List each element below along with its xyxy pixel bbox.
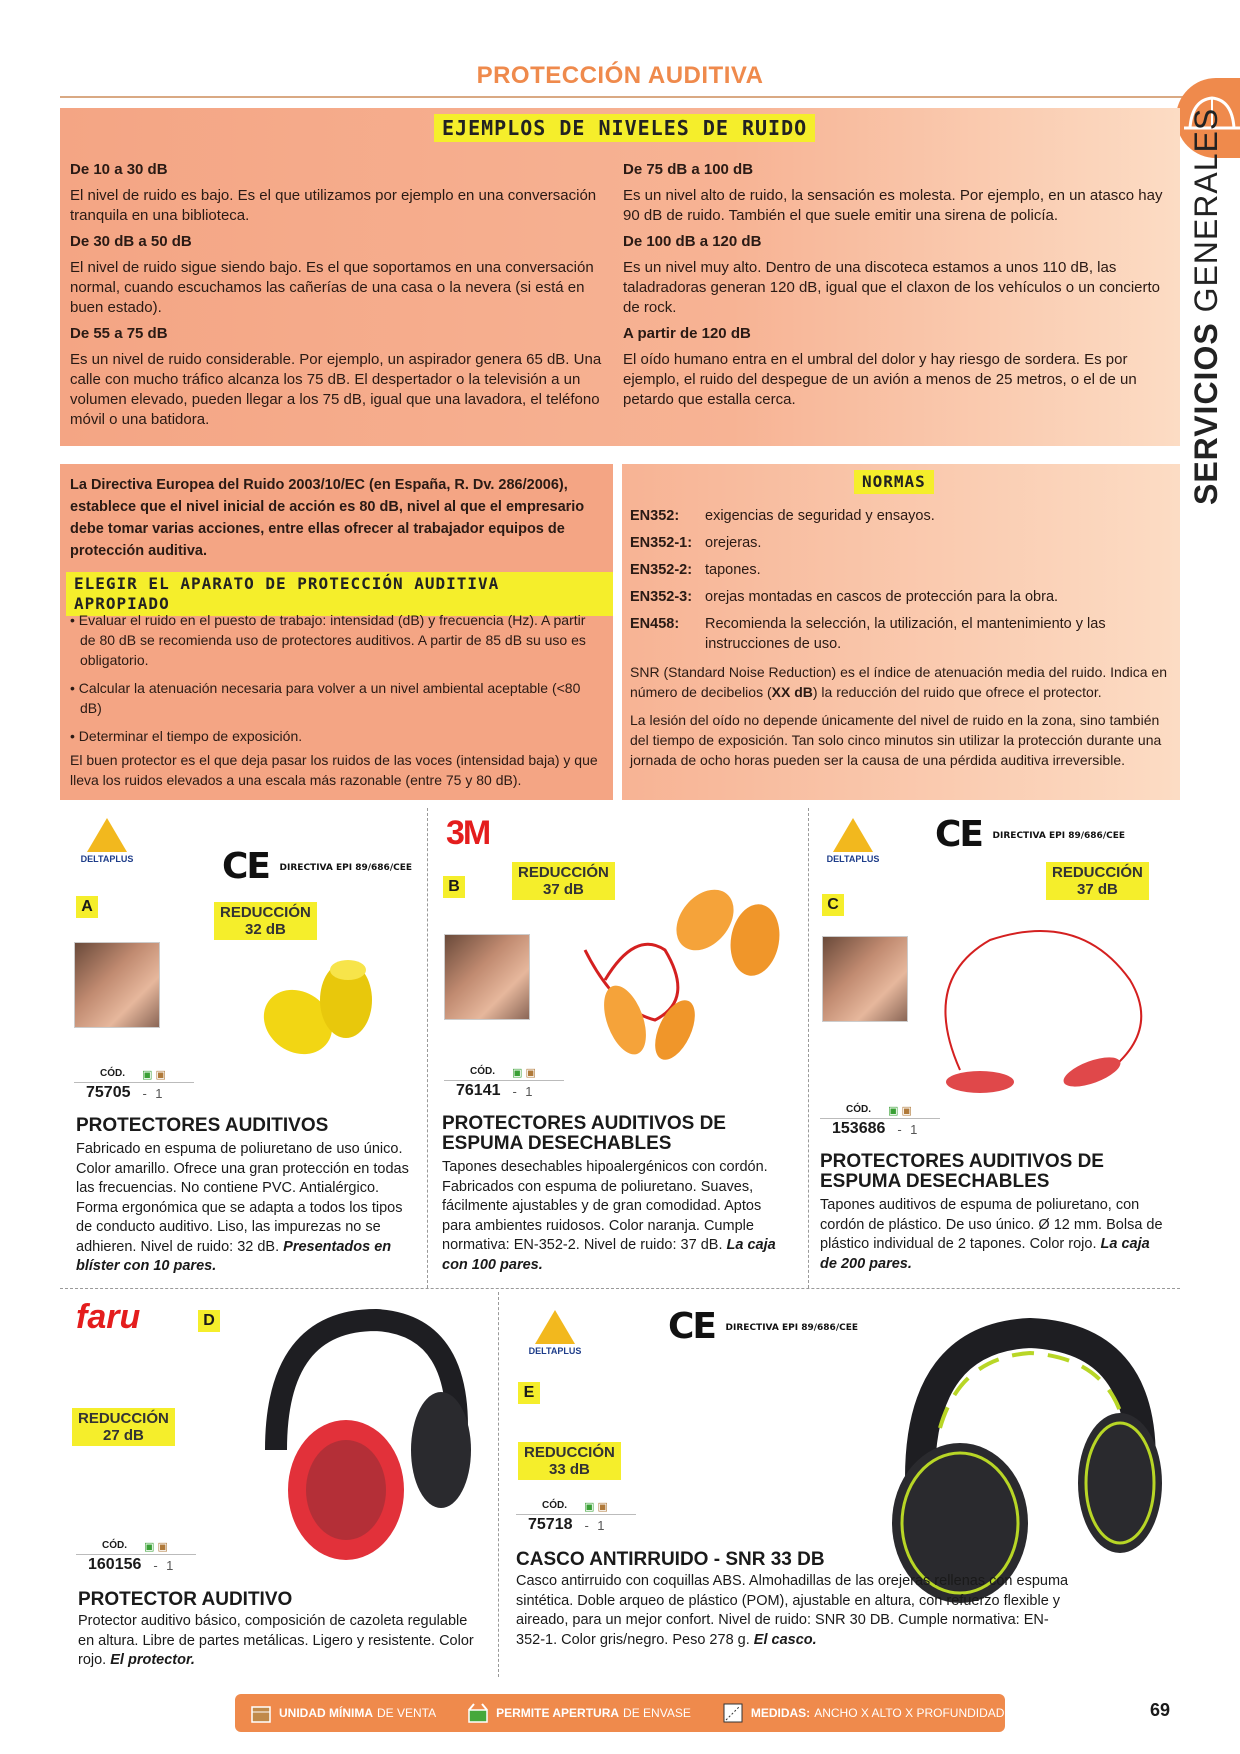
ce-mark: CE DIRECTIVA EPI 89/686/CEE bbox=[935, 814, 1126, 855]
norma-row bbox=[630, 533, 1170, 553]
code-head bbox=[444, 1066, 564, 1080]
anti-noise-helmet-image bbox=[880, 1308, 1170, 1608]
norma-desc: tapones. bbox=[705, 562, 761, 578]
product-code: 76141 bbox=[456, 1082, 501, 1099]
reduction-label: REDUCCIÓN bbox=[78, 1410, 169, 1427]
norma-code: EN352: bbox=[630, 508, 680, 524]
box-icon: ▣ bbox=[525, 1067, 536, 1079]
reduction-label: REDUCCIÓN bbox=[220, 904, 311, 921]
noise-examples-panel bbox=[60, 108, 1180, 446]
legend-item bbox=[466, 1701, 691, 1725]
directive-panel bbox=[60, 464, 613, 800]
product-code-block bbox=[444, 1066, 564, 1101]
product-description bbox=[76, 1140, 416, 1277]
product-code-block bbox=[516, 1500, 636, 1535]
snr-text-bold: XX dB bbox=[771, 684, 813, 700]
minimum-unit: 1 bbox=[597, 1517, 605, 1533]
description-text: Fabricado en espuma de poliuretano de uso único. Color amarillo. Ofrece una gran protección en todas las frecuencias. No contiene PVC. Antialérgico. Forma ergonómica que se adapta a todos los tipos de conducto auditivo. Liso, las impurezas no se adhieren. Nivel de ruido: 32 dB. bbox=[76, 1141, 409, 1255]
open-box-icon: ▣ bbox=[584, 1501, 595, 1513]
description-packaging: La caja con 100 pares. bbox=[442, 1237, 776, 1273]
product-letter-badge: A bbox=[76, 896, 98, 918]
column-divider bbox=[808, 808, 809, 1288]
deltaplus-text: DELTAPLUS bbox=[80, 854, 134, 864]
product-code-block bbox=[820, 1104, 940, 1139]
norma-code: EN352-2: bbox=[630, 562, 693, 578]
product-title: PROTECTOR AUDITIVO bbox=[78, 1589, 293, 1610]
norma-row bbox=[630, 587, 1170, 607]
norma-desc: orejeras. bbox=[705, 535, 762, 551]
reduction-badge bbox=[1046, 862, 1149, 900]
noise-text: Es un nivel muy alto. Dentro de una discoteca estamos a unos 110 dB, las taladradoras generan 120 dB, igual que el claxon de los vehículos o un concierto de rock. bbox=[623, 259, 1161, 316]
page-number: 69 bbox=[1150, 1700, 1171, 1720]
product-title: CASCO ANTIRRUIDO - SNR 33 DB bbox=[516, 1549, 825, 1570]
reduction-value: 32 dB bbox=[244, 921, 286, 938]
norma-desc: Recomienda la selección, la utilización, el mantenimiento y las instrucciones de uso. bbox=[705, 616, 1106, 652]
column-divider bbox=[427, 808, 428, 1288]
product-code: 153686 bbox=[832, 1120, 886, 1137]
legend-strong: PERMITE APERTURA bbox=[496, 1706, 620, 1720]
normas-list bbox=[630, 506, 1170, 661]
orange-corded-earplugs-image bbox=[545, 870, 795, 1070]
box-icon: ▣ bbox=[157, 1541, 168, 1553]
product-description bbox=[820, 1196, 1165, 1274]
code-label: CÓD. bbox=[100, 1068, 125, 1079]
norma-code: EN352-1: bbox=[630, 535, 693, 551]
legend-light: DE ENVASE bbox=[623, 1706, 691, 1720]
3m-logo: 3M bbox=[446, 814, 490, 852]
code-icons bbox=[512, 1066, 536, 1079]
norma-row bbox=[630, 560, 1170, 580]
red-corded-earplugs-image bbox=[920, 920, 1170, 1100]
ce-mark: CE DIRECTIVA EPI 89/686/CEE bbox=[222, 846, 413, 887]
deltaplus-logo bbox=[818, 818, 888, 864]
product-letter-badge: E bbox=[518, 1382, 540, 1404]
code-icons bbox=[584, 1500, 608, 1513]
code-row bbox=[74, 1082, 194, 1103]
reduction-badge bbox=[214, 902, 317, 940]
box-icon: ▣ bbox=[155, 1069, 166, 1081]
side-label-strong: SERVICIOS bbox=[1188, 322, 1224, 505]
noise-heading: De 100 dB a 120 dB bbox=[623, 233, 762, 250]
code-icons bbox=[888, 1104, 912, 1117]
reduction-badge bbox=[72, 1408, 175, 1446]
minimum-unit: 1 bbox=[910, 1121, 918, 1137]
code-label: CÓD. bbox=[102, 1540, 127, 1551]
deltaplus-triangle-icon bbox=[87, 818, 127, 852]
ce-mark: CE DIRECTIVA EPI 89/686/CEE bbox=[668, 1306, 859, 1347]
noise-column-left bbox=[70, 160, 615, 436]
product-code-block bbox=[76, 1540, 196, 1575]
side-label-light: GENERALES bbox=[1188, 107, 1224, 323]
snr-text bbox=[630, 662, 1175, 702]
legend-light: DE VENTA bbox=[377, 1706, 437, 1720]
deltaplus-triangle-icon bbox=[535, 1310, 575, 1344]
norma-code: EN352-3: bbox=[630, 589, 693, 605]
box-icon bbox=[249, 1701, 273, 1725]
product-letter-badge: D bbox=[198, 1310, 220, 1332]
deltaplus-logo bbox=[72, 818, 142, 864]
deltaplus-triangle-icon bbox=[833, 818, 873, 852]
ear-photo bbox=[444, 934, 530, 1020]
box-icon: ▣ bbox=[901, 1105, 912, 1117]
list-item: • Determinar el tiempo de exposición. bbox=[70, 728, 303, 744]
legend-strong: UNIDAD MÍNIMA bbox=[279, 1706, 373, 1720]
norma-code: EN458: bbox=[630, 616, 680, 632]
reduction-label: REDUCCIÓN bbox=[518, 864, 609, 881]
code-row bbox=[820, 1118, 940, 1139]
section-side-label bbox=[1188, 108, 1225, 505]
page-title: PROTECCIÓN AUDITIVA bbox=[476, 62, 764, 89]
code-row bbox=[76, 1554, 196, 1575]
code-dash: - bbox=[142, 1085, 147, 1101]
lesion-text: La lesión del oído no depende únicamente del nivel de ruido en la zona, sino también del tiempo de exposición. Tan solo cinco minutos sin utilizar la protección durante una jornada de ocho horas pueden ser la causa de una pérdida auditiva irreversible. bbox=[630, 712, 1162, 768]
product-title: PROTECTORES AUDITIVOS DE ESPUMA DESECHABLES bbox=[442, 1113, 726, 1154]
directive-intro: La Directiva Europea del Ruido 2003/10/EC (en España, R. Dv. 286/2006), establece que el nivel inicial de acción es 80 dB, nivel al que el empresario debe tomar varias acciones, entre ellas ofrecer al trabajador equipos de protección auditiva. bbox=[70, 477, 585, 559]
description-text: Protector auditivo básico, composición de cazoleta regulable en altura. Libre de partes metálicas. Ligero y resistente. Color rojo. bbox=[78, 1613, 474, 1668]
ce-directive-text: DIRECTIVA EPI 89/686/CEE bbox=[279, 863, 413, 873]
choose-device-list bbox=[70, 610, 600, 754]
code-icons bbox=[144, 1540, 168, 1553]
noise-heading: A partir de 120 dB bbox=[623, 325, 751, 342]
description-packaging: Presentados en blíster con 10 pares. bbox=[76, 1238, 392, 1274]
reduction-value: 33 dB bbox=[548, 1461, 590, 1478]
code-row bbox=[444, 1080, 564, 1101]
reduction-label: REDUCCIÓN bbox=[1052, 864, 1143, 881]
code-label: CÓD. bbox=[542, 1500, 567, 1511]
snr-text-part: SNR (Standard Noise Reduction) es el índice de atenuación media del ruido. Indica en número de decibelios ( bbox=[630, 664, 1167, 700]
product-description bbox=[78, 1612, 478, 1671]
noise-column-right bbox=[623, 160, 1168, 416]
product-code: 75718 bbox=[528, 1516, 573, 1533]
product-letter-badge: C bbox=[822, 894, 844, 916]
product-code: 160156 bbox=[88, 1556, 142, 1573]
header-rule bbox=[60, 96, 1185, 98]
legend-strong: MEDIDAS: bbox=[750, 1706, 811, 1720]
product-description bbox=[442, 1158, 792, 1275]
noise-text: El nivel de ruido sigue siendo bajo. Es el que soportamos en una conversación normal, cuando escuchamos las cañerías de una casa o la nevera (si está en buen estado). bbox=[70, 259, 594, 316]
column-divider bbox=[498, 1292, 499, 1677]
ce-directive-text: DIRECTIVA EPI 89/686/CEE bbox=[992, 831, 1126, 841]
faru-logo: faru bbox=[76, 1298, 141, 1336]
noise-text: Es un nivel alto de ruido, la sensación es molesta. Por ejemplo, en un atasco hay 90 dB de ruido. También el que suele emitir una sirena de policía. bbox=[623, 187, 1163, 224]
directive-closing: El buen protector es el que deja pasar los ruidos de las voces (intensidad baja) y que lleva los ruidos elevados a una escala más razonable (entre 75 y 80 dB). bbox=[70, 752, 598, 788]
dimensions-icon bbox=[721, 1701, 745, 1725]
norma-desc: exigencias de seguridad y ensayos. bbox=[705, 508, 935, 524]
normas-panel bbox=[622, 464, 1180, 800]
code-dash: - bbox=[897, 1121, 902, 1137]
minimum-unit: 1 bbox=[525, 1083, 533, 1099]
deltaplus-logo bbox=[520, 1310, 590, 1356]
reduction-value: 27 dB bbox=[102, 1427, 144, 1444]
code-row bbox=[516, 1514, 636, 1535]
reduction-value: 37 dB bbox=[542, 881, 584, 898]
open-box-icon: ▣ bbox=[142, 1069, 153, 1081]
code-dash: - bbox=[584, 1517, 589, 1533]
norma-row bbox=[630, 614, 1170, 654]
minimum-unit: 1 bbox=[166, 1557, 174, 1573]
choose-device-title: ELEGIR EL APARATO DE PROTECCIÓN AUDITIVA APROPIADO bbox=[66, 572, 613, 616]
snr-text-part: ) la reducción del ruido que ofrece el protector. bbox=[812, 684, 1102, 700]
description-text: Tapones desechables hipoalergénicos con cordón. Fabricados con espuma de poliuretano. Suaves, fácilmente ajustables y de gran comodidad. Aptos para ambientes ruidosos. Color naranja. Cumple normativa: EN-352-2. Nivel de ruido: 37 dB. bbox=[442, 1159, 768, 1253]
legend-item bbox=[249, 1701, 436, 1725]
code-head bbox=[76, 1540, 196, 1554]
product-title: PROTECTORES AUDITIVOS bbox=[76, 1115, 329, 1136]
description-packaging: La caja de 200 pares. bbox=[820, 1236, 1150, 1272]
code-dash: - bbox=[512, 1083, 517, 1099]
norma-row bbox=[630, 506, 1170, 526]
product-letter-badge: B bbox=[443, 876, 465, 898]
deltaplus-text: DELTAPLUS bbox=[528, 1346, 582, 1356]
noise-heading: De 30 dB a 50 dB bbox=[70, 233, 192, 250]
description-packaging: El casco. bbox=[753, 1631, 817, 1648]
noise-heading: De 10 a 30 dB bbox=[70, 161, 168, 178]
description-text: Casco antirruido con coquillas ABS. Almohadillas de las orejeras rellenas con espuma sintética. Doble arqueo de plástico (POM), ajustable en altura, con refuerzo flexible y aireado, para un mejor confort. Nivel de ruido: SNR 30 DB. Cumple normativa: EN-352-1. Color gris/negro. Peso 278 g. bbox=[516, 1573, 1069, 1648]
deltaplus-text: DELTAPLUS bbox=[826, 854, 880, 864]
open-box-icon: ▣ bbox=[144, 1541, 155, 1553]
list-item: • Calcular la atenuación necesaria para volver a un nivel ambiental aceptable (<80 dB) bbox=[70, 680, 581, 716]
open-box-icon bbox=[466, 1701, 490, 1725]
product-code-block bbox=[74, 1068, 194, 1103]
open-box-icon: ▣ bbox=[512, 1067, 523, 1079]
legend-bar bbox=[235, 1694, 1005, 1732]
minimum-unit: 1 bbox=[155, 1085, 163, 1101]
code-head bbox=[820, 1104, 940, 1118]
description-text: Tapones auditivos de espuma de poliuretano, con cordón de plástico. De uso único. Ø 12 mm. Bolsa de plástico individual de 2 tapones. Color rojo. bbox=[820, 1197, 1163, 1252]
product-description bbox=[516, 1572, 1076, 1650]
noise-text: El nivel de ruido es bajo. Es el que utilizamos por ejemplo en una conversación tranquila en una biblioteca. bbox=[70, 187, 597, 224]
noise-heading: De 55 a 75 dB bbox=[70, 325, 168, 342]
legend-light: ANCHO X ALTO X PROFUNDIDAD bbox=[814, 1706, 1005, 1720]
ear-photo bbox=[822, 936, 908, 1022]
box-icon: ▣ bbox=[597, 1501, 608, 1513]
normas-title: NORMAS bbox=[854, 470, 934, 494]
open-box-icon: ▣ bbox=[888, 1105, 899, 1117]
reduction-label: REDUCCIÓN bbox=[524, 1444, 615, 1461]
code-dash: - bbox=[153, 1557, 158, 1573]
code-icons bbox=[142, 1068, 166, 1081]
noise-text: El oído humano entra en el umbral del dolor y hay riesgo de sordera. Es por ejemplo, el ruido del despegue de un avión a menos de 25 metros, o el de un petardo que estalla cerca. bbox=[623, 351, 1137, 408]
noise-examples-title: EJEMPLOS DE NIVELES DE RUIDO bbox=[434, 114, 815, 142]
code-head bbox=[74, 1068, 194, 1082]
ce-directive-text: DIRECTIVA EPI 89/686/CEE bbox=[725, 1323, 859, 1333]
code-label: CÓD. bbox=[846, 1104, 871, 1115]
code-head bbox=[516, 1500, 636, 1514]
ear-photo bbox=[74, 942, 160, 1028]
description-packaging: El protector. bbox=[110, 1652, 195, 1668]
norma-desc: orejas montadas en cascos de protección para la obra. bbox=[705, 589, 1059, 605]
yellow-earplugs-image bbox=[254, 950, 384, 1070]
product-code: 75705 bbox=[86, 1084, 131, 1101]
row-divider bbox=[60, 1288, 1180, 1289]
noise-text: Es un nivel de ruido considerable. Por ejemplo, un aspirador genera 65 dB. Una calle con mucho tráfico alcanza los 75 dB. El despertador o la televisión a un volumen elevado, pueden llegar a los 75 dB, igual que una lavadora, el teléfono móvil o una batidora. bbox=[70, 351, 602, 428]
code-label: CÓD. bbox=[470, 1066, 495, 1077]
red-earmuffs-image bbox=[236, 1300, 476, 1570]
noise-heading: De 75 dB a 100 dB bbox=[623, 161, 754, 178]
reduction-value: 37 dB bbox=[1076, 881, 1118, 898]
reduction-badge bbox=[518, 1442, 621, 1480]
legend-item bbox=[721, 1701, 1005, 1725]
list-item: • Evaluar el ruido en el puesto de trabajo: intensidad (dB) y frecuencia (Hz). A partir de 80 dB se recomienda uso de protectores auditivos. A partir de 85 dB su uso es obligatorio. bbox=[70, 612, 586, 668]
product-title: PROTECTORES AUDITIVOS DE ESPUMA DESECHABLES bbox=[820, 1151, 1104, 1192]
